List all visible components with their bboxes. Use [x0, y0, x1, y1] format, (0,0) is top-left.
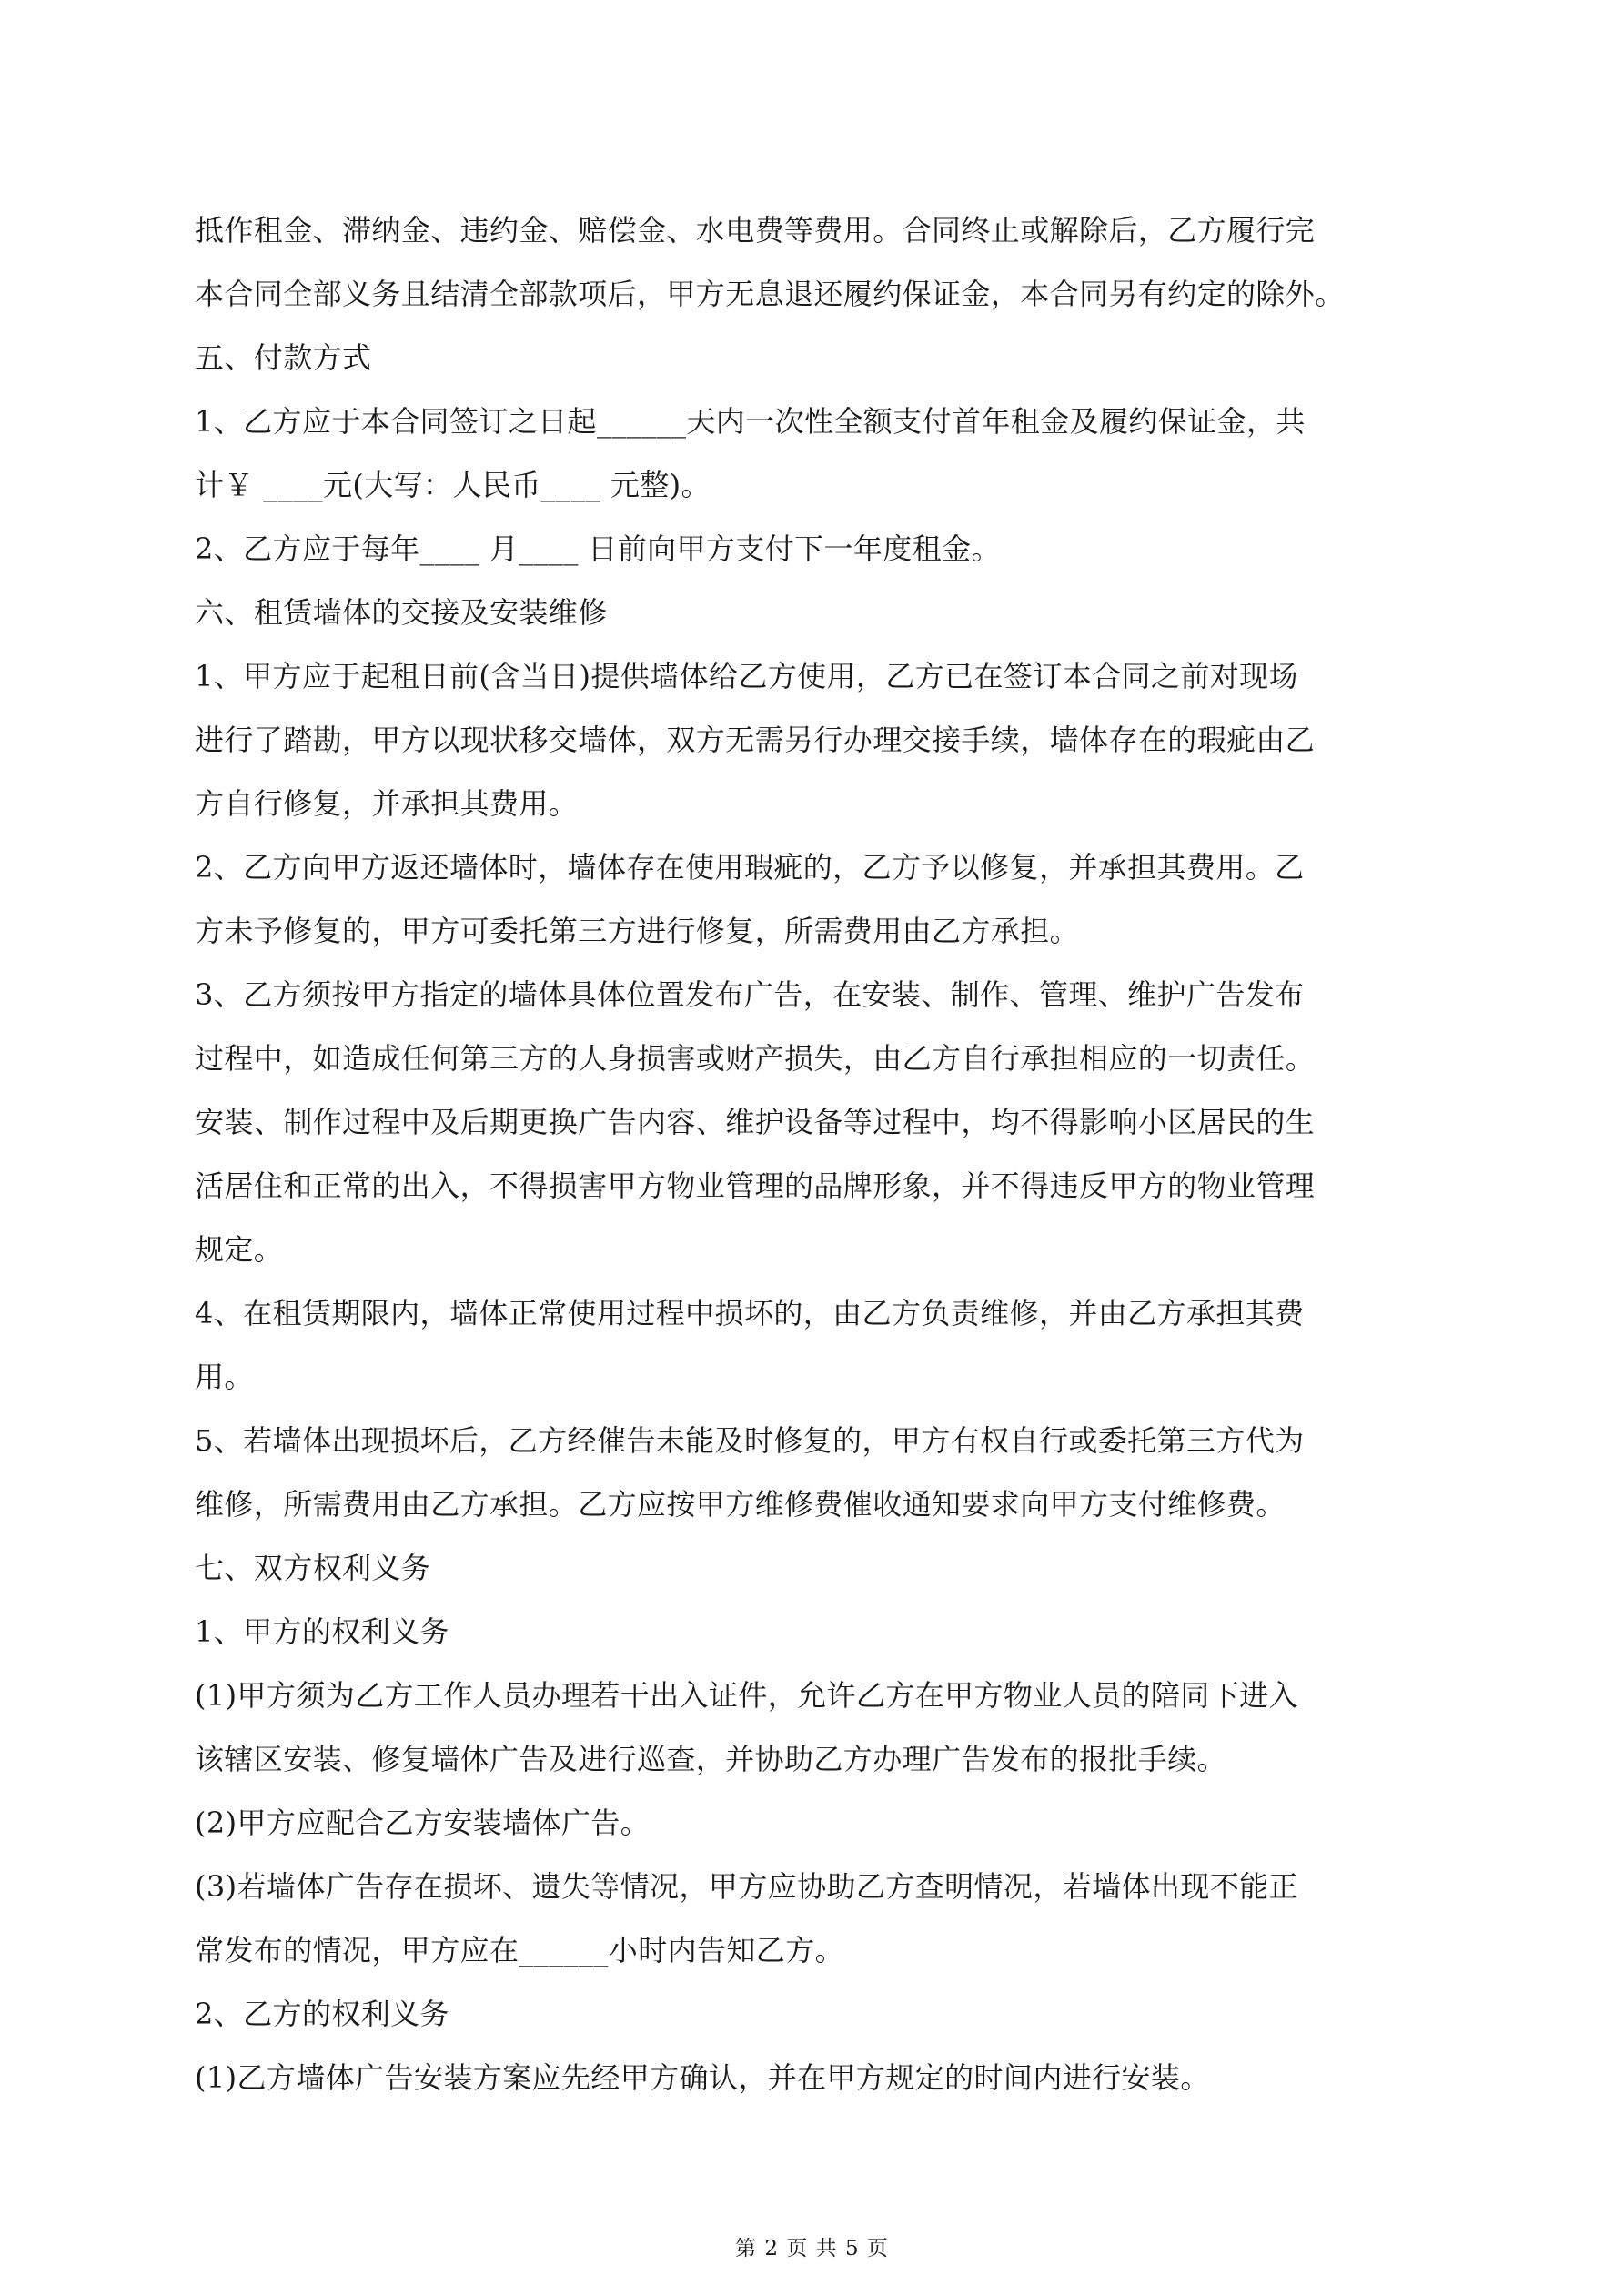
text-line: 1、乙方应于本合同签订之日起______天内一次性全额支付首年租金及履约保证金，共 — [195, 404, 1306, 439]
text-line: 该辖区安装、修复墙体广告及进行巡查，并协助乙方办理广告发布的报批手续。 — [195, 1742, 1227, 1776]
text-line: 2、乙方向甲方返还墙体时，墙体存在使用瑕疵的，乙方予以修复，并承担其费用。乙 — [195, 850, 1305, 885]
document-body — [195, 198, 1441, 2109]
text-line: 3、乙方须按甲方指定的墙体具体位置发布广告，在安装、制作、管理、维护广告发布 — [195, 977, 1305, 1012]
section-heading: 六、租赁墙体的交接及安装维修 — [195, 595, 608, 630]
text-line: 规定。 — [195, 1232, 284, 1267]
section-heading: 七、双方权利义务 — [195, 1551, 431, 1585]
text-line: 抵作租金、滞纳金、违约金、赔偿金、水电费等费用。合同终止或解除后，乙方履行完 — [195, 213, 1316, 248]
text-line: 过程中，如造成任何第三方的人身损害或财产损失，由乙方自行承担相应的一切责任。 — [195, 1041, 1316, 1076]
text-line: 2、乙方应于每年____ 月____ 日前向甲方支付下一年度租金。 — [195, 531, 1001, 566]
text-line: 用。 — [195, 1360, 254, 1394]
text-line: 方未予修复的，甲方可委托第三方进行修复，所需费用由乙方承担。 — [195, 914, 1080, 948]
text-line: 1、甲方应于起租日前(含当日)提供墙体给乙方使用，乙方已在签订本合同之前对现场 — [195, 659, 1298, 693]
text-line: 维修，所需费用由乙方承担。乙方应按甲方维修费催收通知要求向甲方支付维修费。 — [195, 1487, 1286, 1522]
text-line: 活居住和正常的出入，不得损害甲方物业管理的品牌形象，并不得违反甲方的物业管理 — [195, 1168, 1316, 1203]
text-line: 本合同全部义务且结清全部款项后，甲方无息退还履约保证金，本合同另有约定的除外。 — [195, 277, 1345, 311]
text-line: (1)乙方墙体广告安装方案应先经甲方确认，并在甲方规定的时间内进行安装。 — [195, 2060, 1210, 2095]
section-heading: 五、付款方式 — [195, 340, 372, 375]
subsection-heading: 1、甲方的权利义务 — [195, 1614, 449, 1649]
text-line: 计￥ ____元(大写：人民币____ 元整)。 — [195, 468, 711, 502]
text-line: (3)若墙体广告存在损坏、遗失等情况，甲方应协助乙方查明情况，若墙体出现不能正 — [195, 1869, 1298, 1904]
text-line: 进行了踏勘，甲方以现状移交墙体，双方无需另行办理交接手续，墙体存在的瑕疵由乙 — [195, 723, 1316, 757]
text-line: 常发布的情况，甲方应在______小时内告知乙方。 — [195, 1933, 845, 1967]
page-footer — [0, 2235, 1624, 2262]
subsection-heading: 2、乙方的权利义务 — [195, 1997, 449, 2031]
text-line: 4、在租赁期限内，墙体正常使用过程中损坏的，由乙方负责维修，并由乙方承担其费 — [195, 1296, 1305, 1330]
text-line: (2)甲方应配合乙方安装墙体广告。 — [195, 1805, 651, 1840]
page-number: 第 2 页 共 5 页 — [735, 2237, 889, 2261]
text-line: 方自行修复，并承担其费用。 — [195, 786, 579, 821]
text-line: 安装、制作过程中及后期更换广告内容、维护设备等过程中，均不得影响小区居民的生 — [195, 1105, 1316, 1139]
text-line: (1)甲方须为乙方工作人员办理若干出入证件，允许乙方在甲方物业人员的陪同下进入 — [195, 1678, 1298, 1713]
text-line: 5、若墙体出现损坏后，乙方经催告未能及时修复的，甲方有权自行或委托第三方代为 — [195, 1423, 1305, 1458]
